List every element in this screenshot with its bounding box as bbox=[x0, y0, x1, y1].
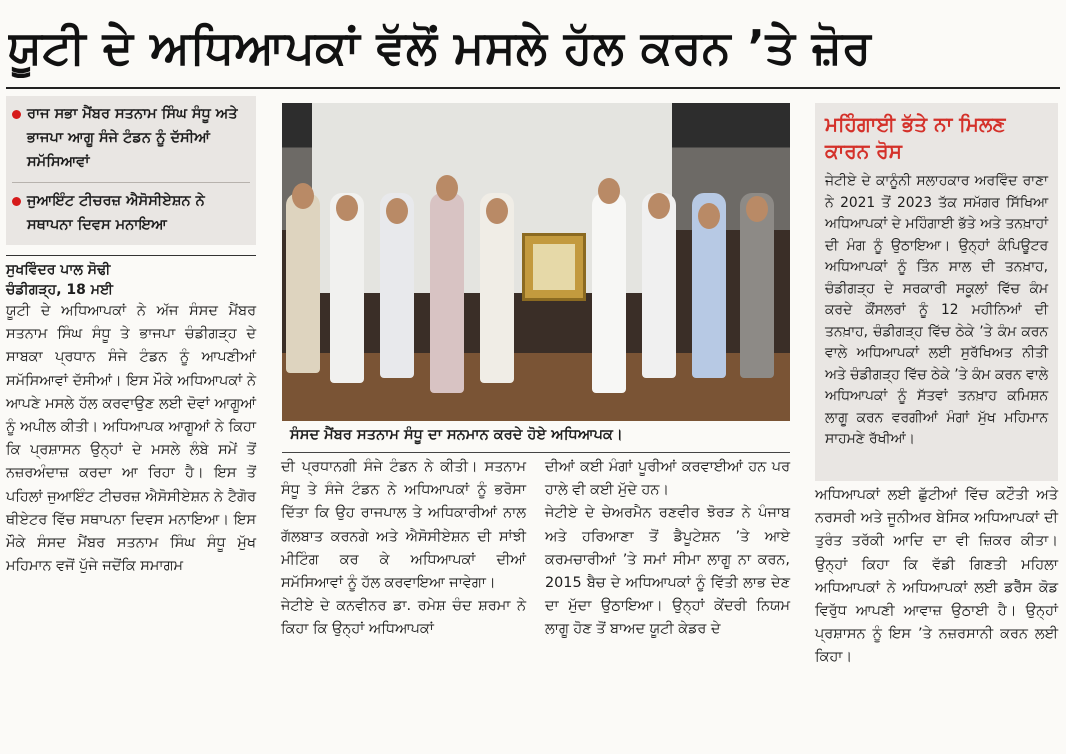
photo-head bbox=[648, 193, 670, 219]
highlight-divider bbox=[12, 182, 250, 183]
photo-head bbox=[436, 175, 458, 201]
photo-person bbox=[592, 193, 626, 393]
photo-person bbox=[642, 193, 676, 378]
article-column-4: ਅਧਿਆਪਕਾਂ ਲਈ ਛੁੱਟੀਆਂ ਵਿੱਚ ਕਟੌਤੀ ਅਤੇ ਨਰਸਰੀ ਅਤੇ ਜੂਨੀਅਰ ਬੇਸਿਕ ਅਧਿਆਪਕਾਂ ਦੀ ਤੁਰੰਤ ਤਰੱਕੀ ਆਦਿ ਦਾ ਵੀ ਜ਼ਿਕਰ ਕੀਤਾ। ਉਨ੍ਹਾਂ ਕਿਹਾ ਕਿ ਵੱਡੀ ਗਿਣਤੀ ਮਹਿਲਾ ਅਧਿਆਪਕਾਂ ਨੇ ਅਧਿਆਪਕਾਂ ਲਈ ਡਰੈੱਸ ਕੋਡ ਵਿਰੁੱਧ ਆਪਣੀ ਆਵਾਜ਼ ਉਠਾਈ ਹੈ। ਉਨ੍ਹਾਂ ਪ੍ਰਸ਼ਾਸਨ ਨੂੰ ਇਸ ’ਤੇ ਨਜ਼ਰਸਾਨੀ ਕਰਨ ਲਈ ਕਿਹਾ। bbox=[815, 487, 1058, 666]
photo-head bbox=[746, 196, 768, 222]
byline: ਸੁਖਵਿੰਦਰ ਪਾਲ ਸੋਢੀ bbox=[6, 262, 111, 278]
left-column bbox=[6, 96, 256, 750]
photo-caption: ਸੰਸਦ ਮੈਂਬਰ ਸਤਨਾਮ ਸੰਧੂ ਦਾ ਸਨਮਾਨ ਕਰਦੇ ਹੋਏ ਅਧਿਆਪਕ। bbox=[290, 426, 623, 443]
photo-person bbox=[330, 193, 364, 383]
red-bullet-icon bbox=[12, 197, 21, 206]
photo-head bbox=[386, 198, 408, 224]
article-column-3: ਦੀਆਂ ਕਈ ਮੰਗਾਂ ਪੂਰੀਆਂ ਕਰਵਾਈਆਂ ਹਨ ਪਰ ਹਾਲੇ ਵੀ ਕਈ ਮੁੱਦੇ ਹਨ। ਜੇਟੀਏ ਦੇ ਚੇਅਰਮੈਨ ਰਣਵੀਰ ਝੋਰੜ ਨੇ ਪੰਜਾਬ ਅਤੇ ਹਰਿਆਣਾ ਤੋਂ ਡੈਪੂਟੇਸ਼ਨ ’ਤੇ ਆਏ ਕਰਮਚਾਰੀਆਂ ’ਤੇ ਸਮਾਂ ਸੀਮਾ ਲਾਗੂ ਨਾ ਕਰਨ, 2015 ਬੈਚ ਦੇ ਅਧਿਆਪਕਾਂ ਨੂੰ ਵਿੱਤੀ ਲਾਭ ਦੇਣ ਦਾ ਮੁੱਦਾ ਉਠਾਇਆ। ਉਨ੍ਹਾਂ ਕੇਂਦਰੀ ਨਿਯਮ ਲਾਗੂ ਹੋਣ ਤੋਂ ਬਾਅਦ ਯੂਟੀ ਕੇਡਰ ਦੇ bbox=[545, 459, 790, 638]
sidebar-box bbox=[815, 103, 1058, 481]
photo-head bbox=[336, 195, 358, 221]
highlight-text: ਜੁਆਇੰਟ ਟੀਚਰਜ਼ ਐਸੋਸੀਏਸ਼ਨ ਨੇ ਸਥਾਪਨਾ ਦਿਵਸ ਮਨਾਇਆ bbox=[27, 193, 205, 233]
article-column-2: ਦੀ ਪ੍ਰਧਾਨਗੀ ਸੰਜੇ ਟੰਡਨ ਨੇ ਕੀਤੀ। ਸਤਨਾਮ ਸੰਧੂ ਤੇ ਸੰਜੇ ਟੰਡਨ ਨੇ ਅਧਿਆਪਕਾਂ ਨੂੰ ਭਰੋਸਾ ਦਿੱਤਾ ਕਿ ਉਹ ਰਾਜਪਾਲ ਤੇ ਅਧਿਕਾਰੀਆਂ ਨਾਲ ਗੱਲਬਾਤ ਕਰਨਗੇ ਅਤੇ ਐਸੋਸੀਏਸ਼ਨ ਦੀ ਸਾਂਝੀ ਮੀਟਿੰਗ ਕਰ ਕੇ ਅਧਿਆਪਕਾਂ ਦੀਆਂ ਸਮੱਸਿਆਵਾਂ ਨੂੰ ਹੱਲ ਕਰਵਾਇਆ ਜਾਵੇਗਾ। ਜੇਟੀਏ ਦੇ ਕਨਵੀਨਰ ਡਾ. ਰਮੇਸ਼ ਚੰਦ ਸ਼ਰਮਾ ਨੇ ਕਿਹਾ ਕਿ ਉਨ੍ਹਾਂ ਅਧਿਆਪਕਾਂ bbox=[281, 459, 526, 638]
highlights-box bbox=[6, 96, 256, 245]
article-column-1: ਯੂਟੀ ਦੇ ਅਧਿਆਪਕਾਂ ਨੇ ਅੱਜ ਸੰਸਦ ਮੈਂਬਰ ਸਤਨਾਮ ਸਿੰਘ ਸੰਧੂ ਤੇ ਭਾਜਪਾ ਚੰਡੀਗੜ੍ਹ ਦੇ ਸਾਬਕਾ ਪ੍ਰਧਾਨ ਸੰਜੇ ਟੰਡਨ ਨੂੰ ਆਪਣੀਆਂ ਸਮੱਸਿਆਵਾਂ ਦੱਸੀਆਂ। ਇਸ ਮੌਕੇ ਅਧਿਆਪਕਾਂ ਨੇ ਆਪਣੇ ਮਸਲੇ ਹੱਲ ਕਰਵਾਉਣ ਲਈ ਦੋਵਾਂ ਆਗੂਆਂ ਨੂੰ ਅਪੀਲ ਕੀਤੀ। ਅਧਿਆਪਕ ਆਗੂਆਂ ਨੇ ਕਿਹਾ ਕਿ ਪ੍ਰਸ਼ਾਸਨ ਉਨ੍ਹਾਂ ਦੇ ਮਸਲੇ ਲੰਬੇ ਸਮੇਂ ਤੋਂ ਨਜ਼ਰਅੰਦਾਜ਼ ਕਰਦਾ ਆ ਰਿਹਾ ਹੈ। ਇਸ ਤੋਂ ਪਹਿਲਾਂ ਜੁਆਇੰਟ ਟੀਚਰਜ਼ ਐਸੋਸੀਏਸ਼ਨ ਨੇ ਟੈਗੋਰ ਥੀਏਟਰ ਵਿੱਚ ਸਥਾਪਨਾ ਦਿਵਸ ਮਨਾਇਆ। ਇਸ ਮੌਕੇ ਸੰਸਦ ਮੈਂਬਰ ਸਤਨਾਮ ਸਿੰਘ ਸੰਧੂ ਮੁੱਖ ਮਹਿਮਾਨ ਵਜੋਂ ਪੁੱਜੇ ਜਦੋਂਕਿ ਸਮਾਗਮ bbox=[6, 303, 256, 575]
photo-head bbox=[486, 198, 508, 224]
caption-rule bbox=[282, 452, 790, 453]
byline-rule bbox=[6, 255, 256, 256]
photo-head bbox=[698, 203, 720, 229]
highlight-item bbox=[12, 102, 250, 174]
highlight-item bbox=[12, 189, 250, 237]
sidebar-body: ਜੇਟੀਏ ਦੇ ਕਾਨੂੰਨੀ ਸਲਾਹਕਾਰ ਅਰਵਿੰਦ ਰਾਣਾ ਨੇ 2021 ਤੋਂ 2023 ਤੱਕ ਸਮੱਗਰ ਸਿੱਖਿਆ ਅਧਿਆਪਕਾਂ ਦੇ ਮਹਿੰਗਾਈ ਭੱਤੇ ਅਤੇ ਤਨਖ਼ਾਹਾਂ ਦੀ ਮੰਗ ਨੂੰ ਉਠਾਇਆ। ਉਨ੍ਹਾਂ ਕੰਪਿਊਟਰ ਅਧਿਆਪਕਾਂ ਨੂੰ ਤਿੰਨ ਸਾਲ ਦੀ ਤਨਖ਼ਾਹ, ਚੰਡੀਗੜ੍ਹ ਦੇ ਸਰਕਾਰੀ ਸਕੂਲਾਂ ਵਿੱਚ ਕੰਮ ਕਰਦੇ ਕੌਂਸਲਰਾਂ ਨੂੰ 12 ਮਹੀਨਿਆਂ ਦੀ ਤਨਖ਼ਾਹ, ਚੰਡੀਗੜ੍ਹ ਵਿੱਚ ਠੇਕੇ ’ਤੇ ਕੰਮ ਕਰਨ ਵਾਲੇ ਅਧਿਆਪਕਾਂ ਲਈ ਸੁਰੱਖਿਅਤ ਨੀਤੀ ਅਤੇ ਚੰਡੀਗੜ੍ਹ ਵਿੱਚ ਠੇਕੇ ’ਤੇ ਕੰਮ ਕਰਨ ਵਾਲੇ ਅਧਿਆਪਕਾਂ ਨੂੰ ਸੱਤਵਾਂ ਤਨਖ਼ਾਹ ਕਮਿਸ਼ਨ ਲਾਗੂ ਕਰਨ ਵਰਗੀਆਂ ਮੰਗਾਂ ਮੁੱਖ ਮਹਿਮਾਨ ਸਾਹਮਣੇ ਰੱਖੀਆਂ। bbox=[825, 173, 1048, 447]
headline: ਯੂਟੀ ਦੇ ਅਧਿਆਪਕਾਂ ਵੱਲੋਂ ਮਸਲੇ ਹੱਲ ਕਰਨ ’ਤੇ ਜ਼ੋਰ bbox=[8, 20, 872, 74]
highlight-text: ਰਾਜ ਸਭਾ ਮੈਂਬਰ ਸਤਨਾਮ ਸਿੰਘ ਸੰਧੂ ਅਤੇ ਭਾਜਪਾ ਆਗੂ ਸੰਜੇ ਟੰਡਨ ਨੂੰ ਦੱਸੀਆਂ ਸਮੱਸਿਆਵਾਂ bbox=[27, 106, 238, 170]
framed-portrait bbox=[522, 233, 586, 301]
photo-head bbox=[598, 178, 620, 204]
headline-rule bbox=[6, 87, 1060, 89]
photo-person bbox=[430, 193, 464, 393]
red-bullet-icon bbox=[12, 110, 21, 119]
dateline: ਚੰਡੀਗੜ੍ਹ, 18 ਮਈ bbox=[6, 282, 113, 298]
news-photo bbox=[282, 103, 790, 421]
sidebar-title: ਮਹਿੰਗਾਈ ਭੱਤੇ ਨਾ ਮਿਲਣ ਕਾਰਨ ਰੋਸ bbox=[825, 112, 1006, 163]
photo-person bbox=[286, 193, 320, 373]
photo-head bbox=[292, 183, 314, 209]
